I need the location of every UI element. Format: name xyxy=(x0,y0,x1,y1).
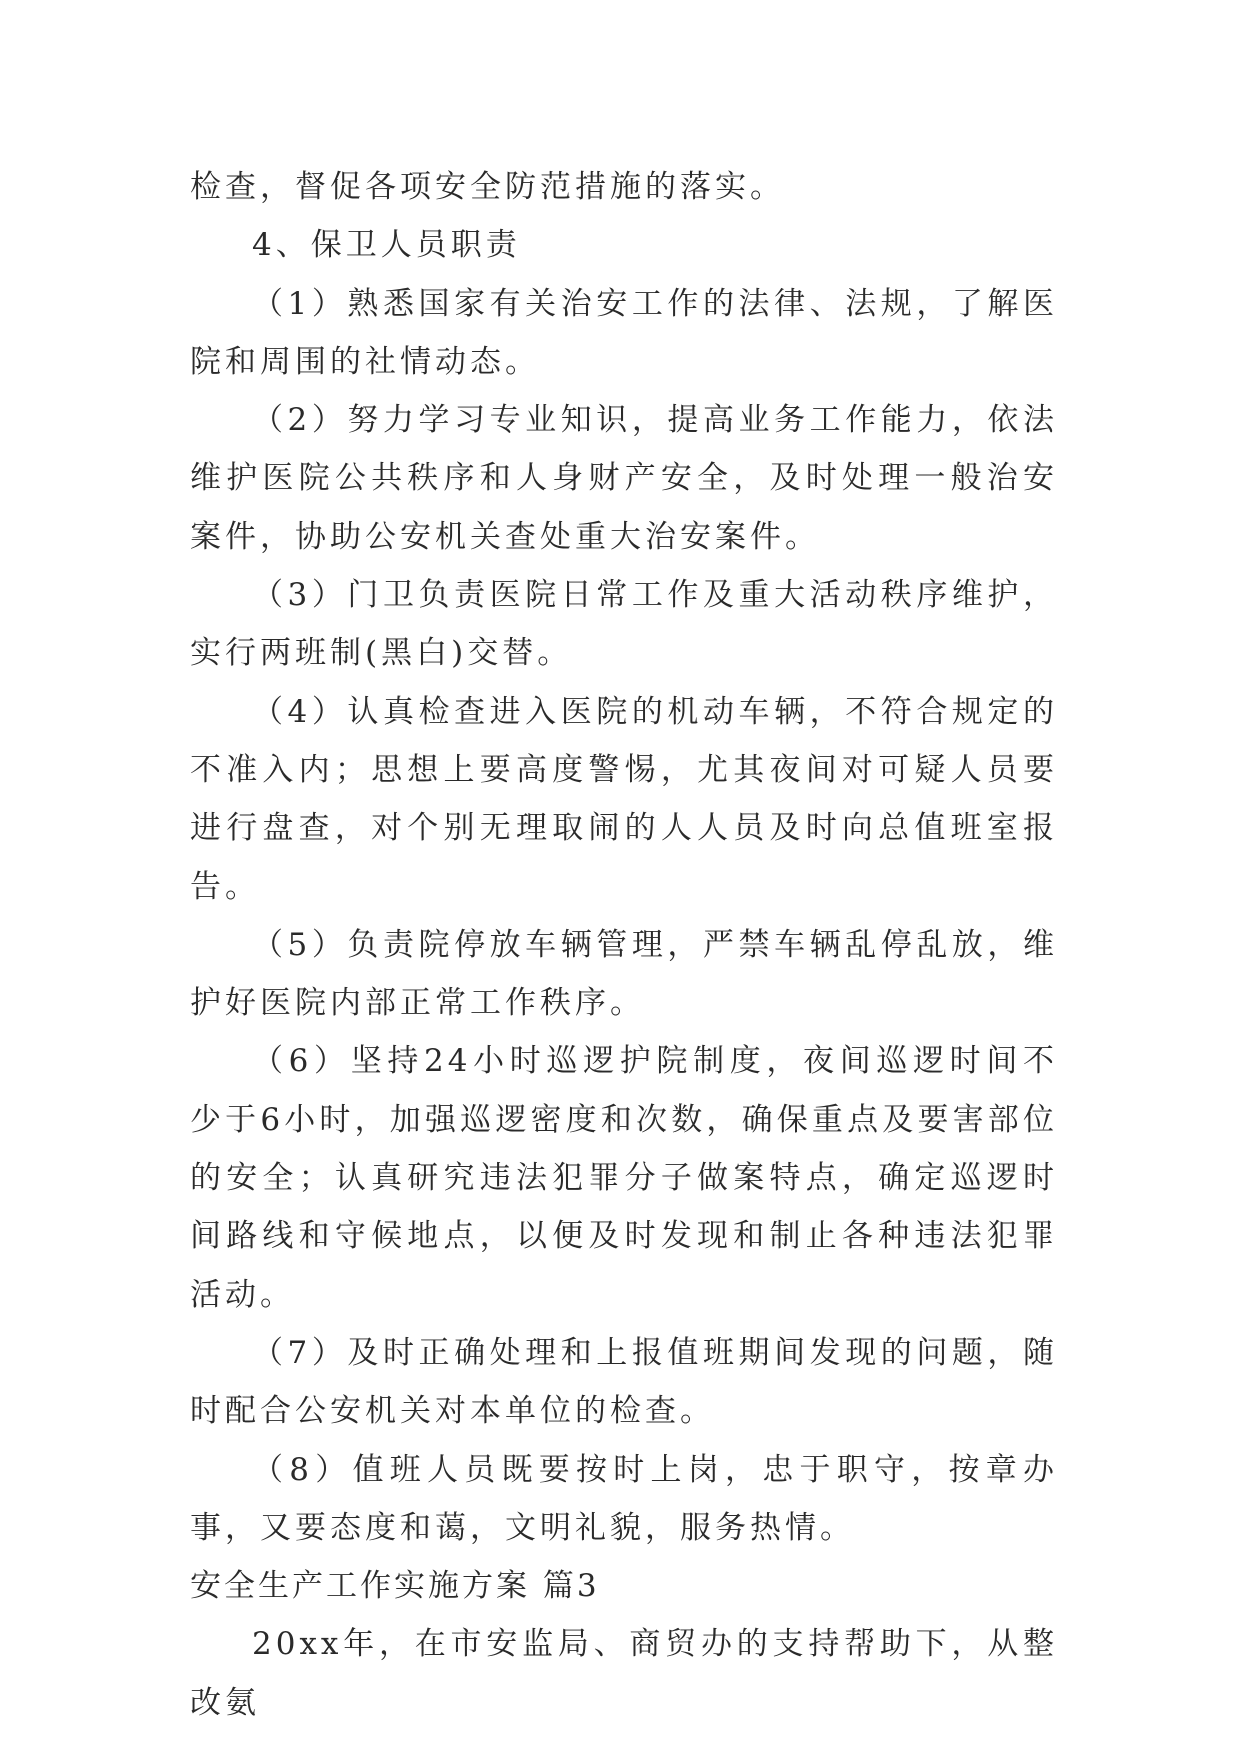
paragraph-intro: 20xx年，在市安监局、商贸办的支持帮助下，从整改氨 xyxy=(190,1626,1058,1721)
list-item-duty-1: （1）熟悉国家有关治安工作的法律、法规，了解医院和周围的社情动态。 xyxy=(190,285,1058,380)
list-item-duty-6: （6）坚持24小时巡逻护院制度，夜间巡逻时间不少于6小时，加强巡逻密度和次数，确保重点及要害部位的安全；认真研究违法犯罪分子做案特点，确定巡逻时间路线和守候地点，以便及时发现和制止各种违法犯罪活动。 xyxy=(190,1043,1058,1313)
section-heading-part-3: 安全生产工作实施方案 篇3 xyxy=(190,1568,600,1605)
paragraph-continuation: 检查，督促各项安全防范措施的落实。 xyxy=(190,169,785,205)
document-body xyxy=(190,158,1058,1732)
list-item-duty-5: （5）负责院停放车辆管理，严禁车辆乱停乱放，维护好医院内部正常工作秩序。 xyxy=(190,926,1058,1022)
list-item-duty-4: （4）认真检查进入医院的机动车辆，不符合规定的不准入内；思想上要高度警惕，尤其夜间对可疑人员要进行盘查，对个别无理取闹的人人员及时向总值班室报告。 xyxy=(190,693,1058,905)
list-item-duty-2: （2）努力学习专业知识，提高业务工作能力，依法维护医院公共秩序和人身财产安全，及时处理一般治安案件，协助公安机关查处重大治安案件。 xyxy=(190,402,1058,555)
subsection-heading-security-duties: 4、保卫人员职责 xyxy=(252,227,521,264)
list-item-duty-3: （3）门卫负责医院日常工作及重大活动秩序维护，实行两班制(黑白)交替。 xyxy=(190,577,1058,672)
list-item-duty-7: （7）及时正确处理和上报值班期间发现的问题，随时配合公安机关对本单位的检查。 xyxy=(190,1334,1058,1430)
list-item-duty-8: （8）值班人员既要按时上岗，忠于职守，按章办事，又要态度和蔼，文明礼貌，服务热情。 xyxy=(190,1451,1058,1546)
